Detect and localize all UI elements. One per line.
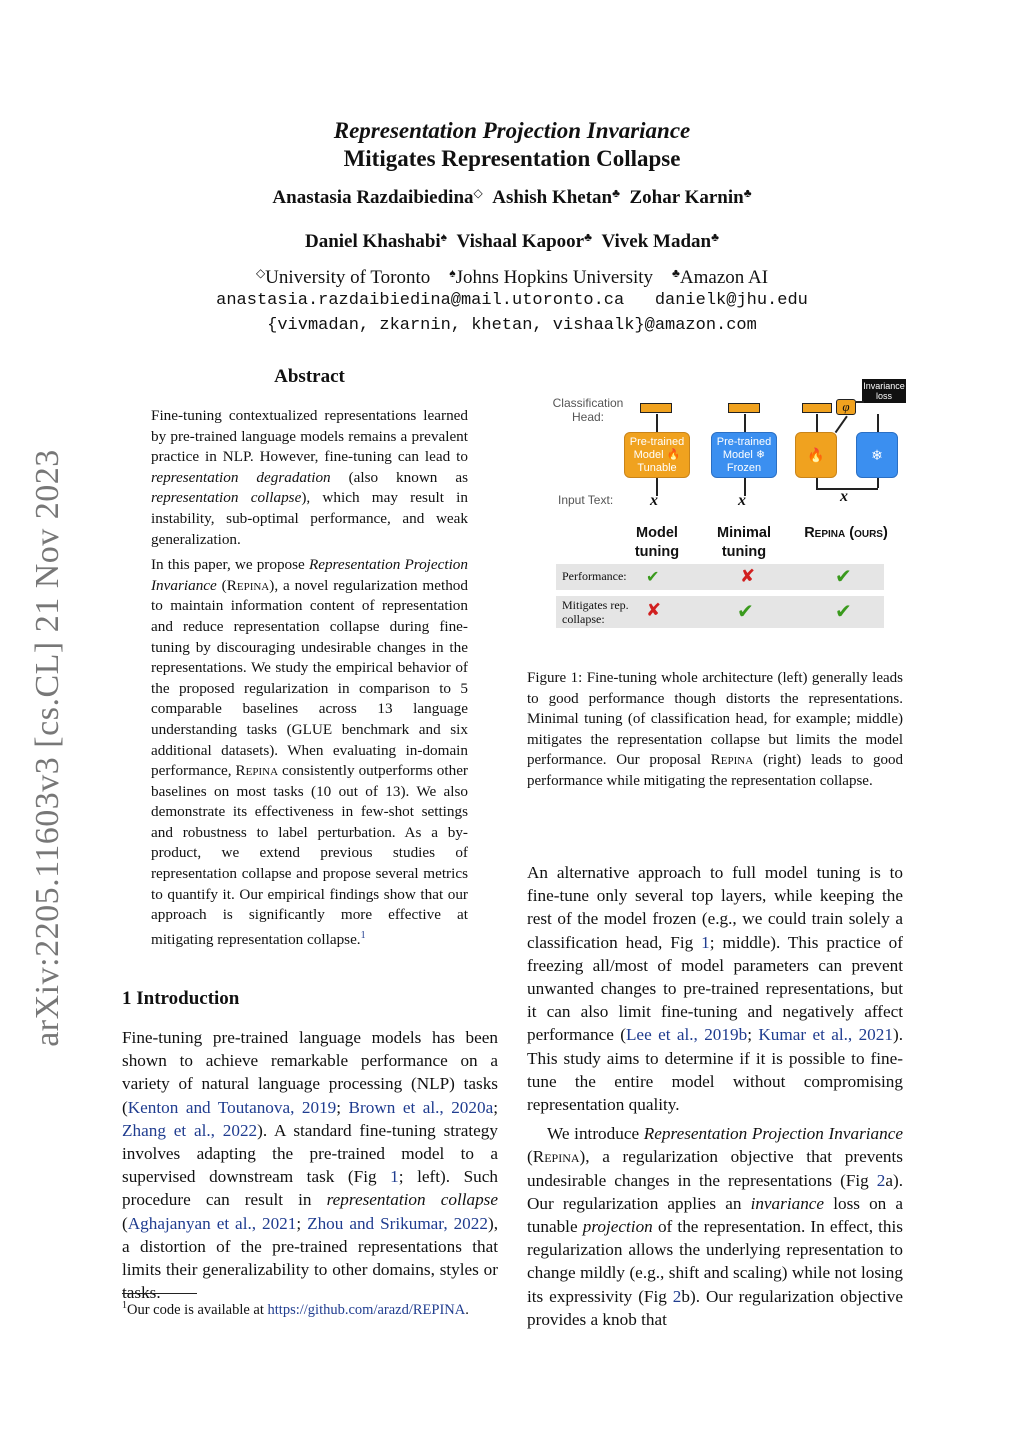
column-header-model-tuning: Model tuning	[634, 525, 680, 560]
email[interactable]: anastasia.razdaibiedina@mail.utoronto.ca	[216, 291, 625, 310]
citation-link[interactable]: Kumar et al., 2021	[758, 1025, 893, 1045]
performance-row	[556, 564, 884, 590]
affiliation-mark: ♣	[672, 266, 680, 280]
projection-phi-box: φ	[836, 399, 856, 415]
text-run: (	[527, 1147, 533, 1167]
figure-link[interactable]: 2	[672, 1286, 682, 1306]
column-header-minimal-tuning: Minimal tuning	[717, 525, 771, 560]
text-run: representation collapse	[151, 489, 302, 507]
text-run: (also known as	[330, 468, 468, 486]
check-icon: ✔	[646, 567, 660, 586]
frozen-model-box: Pre-trained Model ❄ Frozen	[711, 432, 777, 478]
intro-paragraph-1	[122, 1026, 498, 1304]
footnote-ref[interactable]: 1	[360, 929, 366, 941]
classification-head-label: Classification Head:	[552, 396, 624, 424]
cross-icon: ✘	[646, 600, 662, 621]
tunable-model-box: 🔥	[795, 432, 837, 478]
text-run: ;	[493, 1097, 498, 1117]
footnote-text: .	[465, 1301, 469, 1318]
text-run: ). This study aims to determine if it is possible to fine-tune the entire model without compromising representation quality.	[527, 1025, 903, 1115]
check-icon: ✔	[835, 599, 852, 623]
text-run: (right) leads to good performance while mitigating the representation collapse.	[527, 752, 903, 789]
citation-link[interactable]: Lee et al., 2019b	[625, 1025, 748, 1045]
author-name: Vivek Madan	[601, 231, 712, 252]
row-label: Performance:	[562, 569, 627, 583]
author-name: Anastasia Razdaibiedina	[272, 187, 474, 208]
text-run: In this paper, we propose	[151, 556, 309, 574]
text-run: (	[122, 1213, 128, 1233]
right-column-body	[527, 861, 903, 1331]
text-run: ; left). Such procedure can result in	[122, 1167, 498, 1210]
text-run: Repina	[235, 762, 279, 780]
citation-link[interactable]: Zhang et al., 2022	[122, 1120, 258, 1140]
right-paragraph-2	[527, 1122, 903, 1331]
text-run: Representation Projection Invariance	[643, 1124, 903, 1144]
affiliation-mark: ♠	[449, 266, 456, 280]
text-run: ;	[747, 1025, 759, 1045]
arrow-line	[656, 414, 658, 432]
affiliation-mark: ♣	[743, 186, 752, 200]
classification-head-box	[802, 403, 832, 413]
affiliation: Johns Hopkins University	[455, 267, 654, 288]
affiliation-mark: ◇	[473, 186, 483, 200]
text-run: a). Our regularization applies an	[527, 1170, 903, 1213]
arrow-line	[816, 478, 818, 488]
affiliation-mark: ♣	[711, 230, 719, 244]
cross-icon: ✘	[740, 566, 756, 587]
code-url-link[interactable]: https://github.com/arazd/REPINA	[267, 1301, 466, 1318]
text-run: ). A standard fine-tuning strategy involves adapting the pre-trained model to a supervised downstream task (Fig	[122, 1120, 498, 1187]
text-run: (	[216, 576, 227, 594]
text-run: ), a novel regularization method to maintain information content of representation and reduce representation collapse during fine-tuning by discouraging undesirable changes in the representations. We study the empirical behavior of the proposed regularization in comparison to 5 comparable baselines across 13 language understanding tasks (GLUE benchmark and six additional datasets). When evaluating in-domain performance,	[151, 576, 468, 780]
text-run: invariance	[750, 1193, 825, 1213]
title-line-2: Mitigates Representation Collapse	[343, 146, 681, 171]
text-run: consistently outperforms other baselines on most tasks (10 out of 13). We also demonstrate its effectiveness in few-shot settings and robustness to label perturbation. As a by-product, we extend previous studies of representation collapse and propose several metrics to quantify it. Our empirical findings show that our approach is significantly more effective at mitigating representation collapse.	[151, 762, 468, 948]
text-run: ; middle). This practice of freezing all/most of model parameters can prevent unwanted changes to pre-trained representations, but it can also limit fine-tuning and negatively affect performance (	[527, 932, 903, 1045]
classification-head-box	[640, 403, 672, 413]
classification-head-box	[728, 403, 760, 413]
footnote-mark: 1	[122, 1300, 127, 1311]
text-run: Fine-tuning contextualized representations learned by pre-trained language models remains a prevalent practice in NLP. However, fine-tuning can lead to	[151, 407, 468, 466]
text-run: An alternative approach to full model tuning is to fine-tune only several top layers, while keeping the rest of the model frozen (e.g., we could train solely a classification head, Fig	[527, 863, 903, 952]
arrow-line	[877, 478, 879, 488]
mitigates-collapse-row	[556, 596, 884, 628]
figure-link[interactable]: 1	[390, 1167, 399, 1187]
title-line-1: Representation Projection Invariance	[333, 118, 691, 143]
row-label: Mitigates rep. collapse:	[562, 598, 629, 626]
figure-1-caption	[527, 668, 903, 792]
section-heading-introduction: 1 Introduction	[122, 988, 240, 1009]
affiliation: University of Toronto	[265, 267, 431, 288]
citation-link[interactable]: Zhou and Srikumar, 2022	[307, 1213, 488, 1233]
author-name: Vishaal Kapoor	[456, 231, 585, 252]
text-run: Fine-tuning pre-trained language models has been shown to achieve remarkable performance on a variety of natural language processing (NLP) tasks (	[122, 1028, 498, 1117]
text-run: ;	[336, 1097, 349, 1117]
text-run: projection	[582, 1217, 653, 1237]
email[interactable]: danielk@jhu.edu	[654, 291, 808, 310]
text-run: b). Our regularization objective provides a knob that	[527, 1286, 904, 1329]
text-run: Repina	[226, 576, 270, 594]
text-run: loss on a tunable	[527, 1193, 904, 1237]
text-run: of the representation. In effect, this regularization allows the underlying representation to change mildly (e.g., shift and scaling) while not losing its expressivity (Fig	[527, 1217, 903, 1306]
text-run: ), a regularization objective that prevents undesirable changes in the representations (Fig	[527, 1147, 903, 1190]
text-run: We introduce	[547, 1124, 644, 1144]
figure-1	[0, 0, 1024, 640]
figure-link[interactable]: 2	[876, 1170, 886, 1190]
text-run: Repina	[710, 752, 754, 769]
arrow-line	[856, 401, 864, 403]
affiliation-mark: ◇	[255, 266, 266, 280]
right-paragraph-1	[527, 861, 903, 1116]
tunable-model-box: Pre-trained Model 🔥 Tunable	[624, 432, 690, 478]
arxiv-id: arXiv:2205.11603v3 [cs.CL] 21 Nov 2023	[29, 448, 66, 1047]
citation-link[interactable]: Brown et al., 2020a	[348, 1097, 494, 1117]
input-x: x	[840, 488, 848, 505]
footnote-rule	[122, 1293, 197, 1294]
check-icon: ✔	[835, 564, 852, 588]
frozen-model-box: ❄	[856, 432, 898, 478]
author-name: Zohar Karnin	[629, 187, 744, 208]
text-run: ), a distortion of the pre-trained representations that limits their generalizability to other domains, styles or tasks.	[122, 1213, 498, 1303]
citation-link[interactable]: Kenton and Toutanova, 2019	[127, 1097, 337, 1117]
arrow-line	[835, 416, 848, 433]
intro-body	[122, 1026, 498, 1304]
input-x: x	[738, 492, 746, 509]
text-run: Repina	[532, 1147, 580, 1167]
text-run: ;	[296, 1213, 308, 1233]
affiliation: Amazon AI	[679, 267, 769, 288]
input-x: x	[650, 492, 658, 509]
citation-link[interactable]: Aghajanyan et al., 2021	[127, 1213, 297, 1233]
text-run: representation degradation	[151, 468, 331, 486]
arrow-line	[877, 414, 879, 432]
email-line-2[interactable]: {vivmadan, zkarnin, khetan, vishaalk}@amazon.com	[267, 316, 757, 335]
footnote	[122, 1296, 498, 1320]
affiliation-mark: ♣	[584, 230, 592, 244]
column-header-repina: Repina (ours)	[804, 525, 888, 541]
affiliation-mark: ♣	[612, 186, 620, 200]
arrow-line	[744, 414, 746, 432]
author-name: Daniel Khashabi	[304, 231, 441, 252]
text-run: representation collapse	[326, 1190, 498, 1210]
affiliation-mark: ♠	[440, 230, 448, 244]
text-run: ), which may result in instability, sub-optimal performance, and weak generalization.	[151, 489, 468, 548]
arrow-line	[816, 414, 818, 432]
text-run: Representation Projection Invariance	[151, 556, 468, 594]
figure-link[interactable]: 1	[701, 932, 710, 952]
abstract-heading: Abstract	[274, 366, 345, 387]
footnote-text: Our code is available at	[127, 1301, 268, 1318]
invariance-loss-box: Invariance loss	[863, 381, 905, 401]
input-text-label: Input Text:	[558, 493, 614, 507]
author-name: Ashish Khetan	[492, 187, 613, 208]
text-run: Figure 1: Fine-tuning whole architecture (left) generally leads to good performance though distorts the representations. Minimal tuning (of classification head, for example; middle) mitigates the representation collapse but limits the model performance. Our proposal	[527, 670, 903, 769]
check-icon: ✔	[737, 599, 754, 623]
